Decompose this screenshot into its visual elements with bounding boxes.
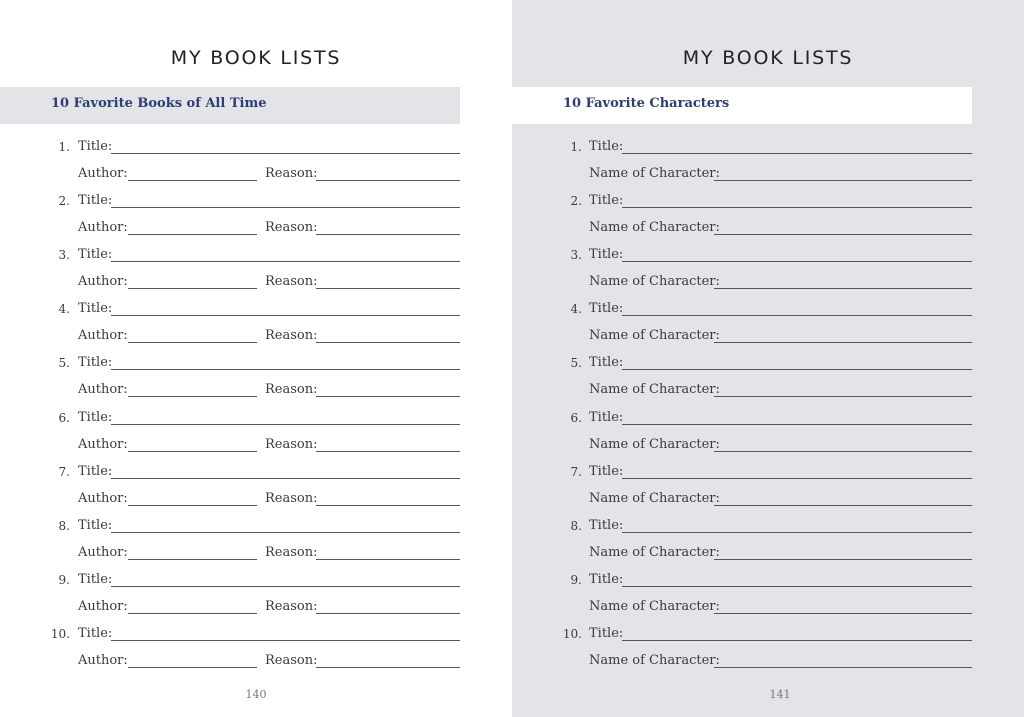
page-header: MY BOOK LISTS	[170, 47, 342, 69]
title-label: Title:	[589, 247, 624, 262]
author-blank[interactable]	[128, 396, 257, 397]
reason-blank[interactable]	[316, 505, 460, 506]
title-label: Title:	[78, 247, 113, 262]
character-blank[interactable]	[714, 667, 972, 668]
title-row	[0, 139, 512, 159]
title-blank[interactable]	[111, 424, 460, 425]
title-blank[interactable]	[622, 424, 972, 425]
entry-number: 6.	[570, 411, 582, 425]
title-label: Title:	[78, 301, 113, 316]
title-row	[512, 572, 1024, 592]
character-list	[512, 0, 1024, 717]
character-label: Name of Character:	[589, 220, 720, 235]
author-blank[interactable]	[128, 559, 257, 560]
title-blank[interactable]	[111, 315, 460, 316]
entry-number: 2.	[570, 194, 582, 208]
entry-number: 3.	[58, 248, 70, 262]
title-row	[0, 464, 512, 484]
reason-blank[interactable]	[316, 288, 460, 289]
author-blank[interactable]	[128, 505, 257, 506]
title-label: Title:	[589, 410, 624, 425]
title-label: Title:	[589, 518, 624, 533]
title-blank[interactable]	[622, 586, 972, 587]
title-blank[interactable]	[111, 369, 460, 370]
character-row	[512, 599, 1024, 619]
author-row	[0, 437, 512, 457]
title-label: Title:	[589, 626, 624, 641]
character-row	[512, 437, 1024, 457]
title-row	[512, 193, 1024, 213]
character-blank[interactable]	[714, 396, 972, 397]
reason-label: Reason:	[265, 166, 318, 181]
title-label: Title:	[589, 301, 624, 316]
author-blank[interactable]	[128, 451, 257, 452]
character-blank[interactable]	[714, 288, 972, 289]
title-blank[interactable]	[622, 478, 972, 479]
title-row	[512, 626, 1024, 646]
title-row	[0, 518, 512, 538]
author-blank[interactable]	[128, 613, 257, 614]
character-row	[512, 220, 1024, 240]
title-row	[0, 355, 512, 375]
author-row	[0, 274, 512, 294]
author-row	[0, 220, 512, 240]
author-label: Author:	[78, 545, 128, 560]
author-blank[interactable]	[128, 667, 257, 668]
author-label: Author:	[78, 382, 128, 397]
character-label: Name of Character:	[589, 328, 720, 343]
section-title: 10 Favorite Characters	[563, 96, 730, 111]
title-label: Title:	[78, 193, 113, 208]
character-label: Name of Character:	[589, 653, 720, 668]
title-label: Title:	[78, 355, 113, 370]
entry-number: 8.	[58, 519, 70, 533]
entry-number: 9.	[570, 573, 582, 587]
title-row	[512, 301, 1024, 321]
title-label: Title:	[78, 626, 113, 641]
character-row	[512, 545, 1024, 565]
reason-label: Reason:	[265, 437, 318, 452]
title-blank[interactable]	[111, 586, 460, 587]
author-row	[0, 328, 512, 348]
character-blank[interactable]	[714, 613, 972, 614]
title-label: Title:	[78, 572, 113, 587]
entry-number: 9.	[58, 573, 70, 587]
character-blank[interactable]	[714, 451, 972, 452]
character-blank[interactable]	[714, 342, 972, 343]
title-label: Title:	[78, 518, 113, 533]
title-row	[0, 410, 512, 430]
author-blank[interactable]	[128, 180, 257, 181]
character-blank[interactable]	[714, 505, 972, 506]
title-label: Title:	[589, 139, 624, 154]
title-row	[512, 464, 1024, 484]
author-row	[0, 545, 512, 565]
author-row	[0, 599, 512, 619]
author-label: Author:	[78, 328, 128, 343]
title-label: Title:	[589, 193, 624, 208]
title-row	[0, 301, 512, 321]
entry-number: 1.	[570, 140, 582, 154]
title-label: Title:	[589, 464, 624, 479]
reason-label: Reason:	[265, 653, 318, 668]
character-blank[interactable]	[714, 180, 972, 181]
title-label: Title:	[78, 139, 113, 154]
title-blank[interactable]	[622, 315, 972, 316]
entry-number: 2.	[58, 194, 70, 208]
character-label: Name of Character:	[589, 599, 720, 614]
title-label: Title:	[78, 464, 113, 479]
page-number: 140	[245, 688, 267, 701]
character-row	[512, 491, 1024, 511]
entry-number: 4.	[58, 302, 70, 316]
character-label: Name of Character:	[589, 545, 720, 560]
author-label: Author:	[78, 274, 128, 289]
title-row	[0, 193, 512, 213]
reason-label: Reason:	[265, 491, 318, 506]
author-blank[interactable]	[128, 342, 257, 343]
character-label: Name of Character:	[589, 437, 720, 452]
author-row	[0, 382, 512, 402]
character-label: Name of Character:	[589, 491, 720, 506]
title-blank[interactable]	[111, 532, 460, 533]
character-label: Name of Character:	[589, 274, 720, 289]
title-blank[interactable]	[622, 369, 972, 370]
character-row	[512, 166, 1024, 186]
author-label: Author:	[78, 491, 128, 506]
right-page	[512, 0, 1024, 717]
title-blank[interactable]	[111, 478, 460, 479]
author-label: Author:	[78, 653, 128, 668]
reason-label: Reason:	[265, 220, 318, 235]
reason-blank[interactable]	[316, 451, 460, 452]
reason-blank[interactable]	[316, 667, 460, 668]
title-row	[0, 626, 512, 646]
entry-number: 4.	[570, 302, 582, 316]
title-row	[512, 139, 1024, 159]
author-blank[interactable]	[128, 234, 257, 235]
reason-blank[interactable]	[316, 180, 460, 181]
character-row	[512, 382, 1024, 402]
author-label: Author:	[78, 220, 128, 235]
title-row	[512, 410, 1024, 430]
character-row	[512, 328, 1024, 348]
title-row	[512, 355, 1024, 375]
reason-blank[interactable]	[316, 613, 460, 614]
title-blank[interactable]	[622, 640, 972, 641]
reason-label: Reason:	[265, 599, 318, 614]
entry-number: 7.	[570, 465, 582, 479]
character-row	[512, 653, 1024, 673]
title-label: Title:	[589, 572, 624, 587]
reason-blank[interactable]	[316, 342, 460, 343]
author-label: Author:	[78, 599, 128, 614]
page-number: 141	[769, 688, 791, 701]
entry-number: 7.	[58, 465, 70, 479]
reason-label: Reason:	[265, 545, 318, 560]
title-blank[interactable]	[111, 640, 460, 641]
title-blank[interactable]	[622, 153, 972, 154]
character-blank[interactable]	[714, 559, 972, 560]
author-label: Author:	[78, 437, 128, 452]
author-row	[0, 653, 512, 673]
character-label: Name of Character:	[589, 166, 720, 181]
character-blank[interactable]	[714, 234, 972, 235]
page-header: MY BOOK LISTS	[682, 47, 854, 69]
reason-blank[interactable]	[316, 396, 460, 397]
reason-label: Reason:	[265, 328, 318, 343]
reason-label: Reason:	[265, 274, 318, 289]
title-row	[0, 572, 512, 592]
entry-number: 6.	[58, 411, 70, 425]
entry-number: 10.	[50, 627, 70, 641]
title-row	[512, 518, 1024, 538]
reason-blank[interactable]	[316, 234, 460, 235]
author-label: Author:	[78, 166, 128, 181]
entry-number: 3.	[570, 248, 582, 262]
entry-number: 8.	[570, 519, 582, 533]
entry-number: 10.	[562, 627, 582, 641]
title-row	[0, 247, 512, 267]
entry-number: 1.	[58, 140, 70, 154]
title-label: Title:	[78, 410, 113, 425]
reason-blank[interactable]	[316, 559, 460, 560]
entry-number: 5.	[58, 356, 70, 370]
entry-number: 5.	[570, 356, 582, 370]
reason-label: Reason:	[265, 382, 318, 397]
author-row	[0, 491, 512, 511]
title-row	[512, 247, 1024, 267]
title-blank[interactable]	[622, 261, 972, 262]
title-blank[interactable]	[111, 153, 460, 154]
character-row	[512, 274, 1024, 294]
title-blank[interactable]	[622, 532, 972, 533]
title-label: Title:	[589, 355, 624, 370]
title-blank[interactable]	[111, 261, 460, 262]
author-blank[interactable]	[128, 288, 257, 289]
section-title: 10 Favorite Books of All Time	[51, 96, 267, 111]
character-label: Name of Character:	[589, 382, 720, 397]
title-blank[interactable]	[111, 207, 460, 208]
author-row	[0, 166, 512, 186]
title-blank[interactable]	[622, 207, 972, 208]
